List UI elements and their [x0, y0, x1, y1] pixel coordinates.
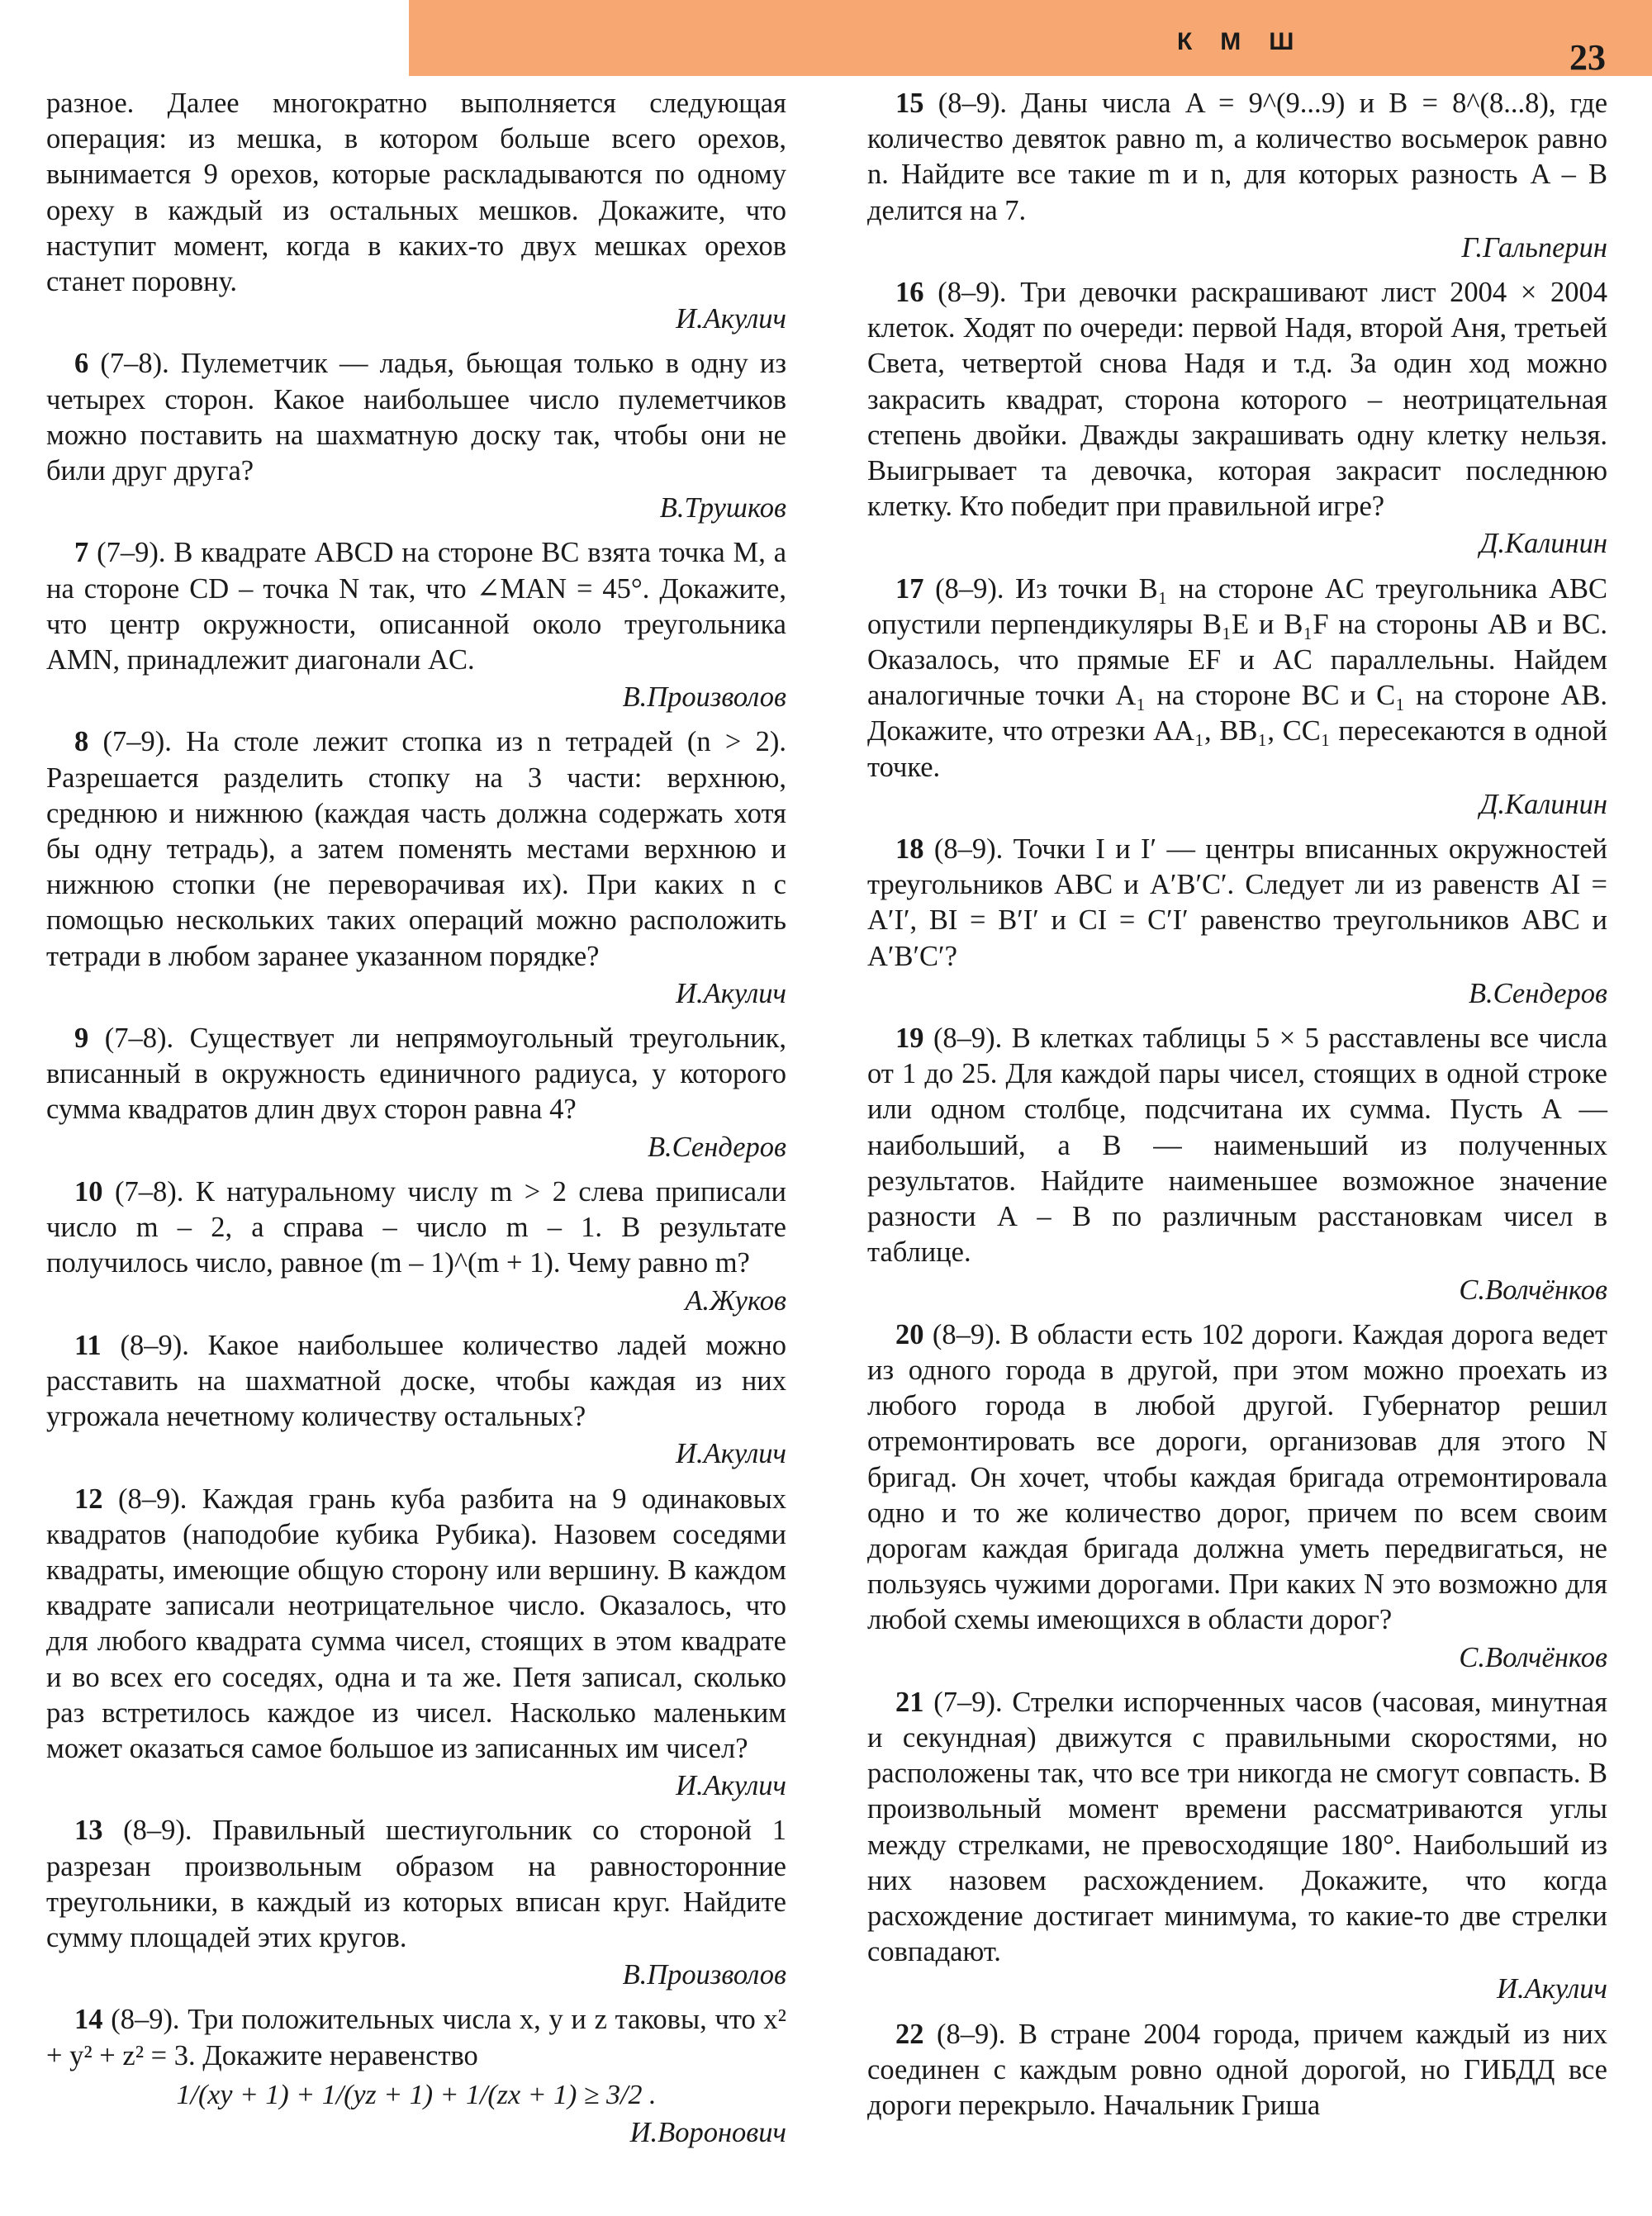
- problem-author: В.Произволов: [622, 1959, 786, 1991]
- problem-text: [46, 1328, 786, 1435]
- problem-author: И.Акулич: [676, 977, 786, 1009]
- problem-statement: (7–9). На столе лежит стопка из n тетрадей (n > 2). Разрешается разделить стопку на 3 части: верхнюю, среднюю и нижнюю (каждая часть должна содержать хотя бы одну тетрадь), а затем поменять местами верхнюю и нижнюю стопки (не переворачивая их). При каких n с помощью нескольких таких операций можно расположить тетради в любом заранее указанном порядке?: [46, 726, 787, 972]
- problem-number: 20: [895, 1318, 924, 1350]
- header-band: [409, 0, 1652, 76]
- problem-statement: (8–9). Три положительных числа x, y и z таковы, что x² + y² + z² = 3. Докажите неравенство: [46, 2004, 786, 2071]
- problem-author: В.Сендеров: [647, 1131, 786, 1163]
- problem-author: И.Воронович: [629, 2116, 786, 2148]
- problem-block: [46, 86, 786, 337]
- problem-statement: (8–9). В клетках таблицы 5 × 5 расставлены все числа от 1 до 25. Для каждой пары чисел, стоящих в одной строке или одном столбце, подсчитана их сумма. Пусть A — наибольший, а B — наименьший из полученных результатов. Найдите наименьшее возможное значение разности A – B по различным расстановкам чисел в таблице.: [867, 1023, 1607, 1269]
- problem-block: [867, 1021, 1607, 1308]
- problem-text: [46, 2002, 786, 2073]
- problem-number: 19: [895, 1023, 924, 1055]
- problem-text: [46, 724, 786, 974]
- problem-author: В.Трушков: [659, 492, 786, 524]
- problem-author: Г.Гальперин: [1461, 231, 1607, 263]
- problem-formula: 1/(xy + 1) + 1/(yz + 1) + 1/(zx + 1) ≥ 3/2 .: [176, 2079, 657, 2110]
- problem-number: 21: [895, 1686, 924, 1718]
- problem-number: 8: [74, 726, 89, 758]
- problem-author: Д.Калинин: [1479, 528, 1607, 560]
- problem-statement: (8–9). Правильный шестиугольник со стороной 1 разрезан произвольным образом на равносторонние треугольники, в каждый из которых вписан круг. Найдите сумму площадей этих кругов.: [46, 1815, 786, 1953]
- problem-text: [867, 2017, 1607, 2124]
- problem-author: С.Волчёнков: [1459, 1274, 1607, 1306]
- problem-number: 7: [74, 537, 89, 569]
- right-column: [867, 86, 1607, 2133]
- problem-text: [867, 832, 1607, 975]
- problem-block: [867, 86, 1607, 266]
- problem-block: [867, 572, 1607, 823]
- problem-author: И.Акулич: [676, 303, 786, 335]
- problem-statement: (8–9). Даны числа A = 9^(9...9) и B = 8^(8...8), где количество девяток равно m, а количество восьмерок равно n. Найдите все такие m и n, для которых разность A – B делится на 7.: [867, 88, 1608, 226]
- problem-number: 11: [74, 1329, 102, 1361]
- problem-block: [46, 724, 786, 1012]
- problem-statement: (7–8). Существует ли непрямоугольный треугольник, вписанный в окружность единичного радиуса, у которого сумма квадратов длин двух сторон равна 4?: [46, 1023, 786, 1126]
- problem-statement: разное. Далее многократно выполняется следующая операция: из мешка, в котором больше всего орехов, вынимается 9 орехов, которые раскладываются по одному ореху в каждый из остальных мешков. Докажите, что наступит момент, когда в каких-то двух мешках орехов станет поровну.: [46, 88, 786, 298]
- problem-text: [867, 86, 1607, 229]
- problem-block: [46, 1174, 786, 1319]
- problem-text: [46, 1482, 786, 1768]
- problem-text: [867, 572, 1607, 785]
- problem-number: 10: [74, 1175, 103, 1208]
- problem-text: [867, 275, 1607, 524]
- problem-number: 15: [895, 88, 924, 119]
- problem-text: [46, 1174, 786, 1282]
- problem-text: [867, 1685, 1607, 1971]
- problem-statement: (8–9). Три девочки раскрашивают лист 2004 × 2004 клеток. Ходят по очереди: первой Надя, второй Аня, третьей Света, четвертой снова Надя и т.д. За один ход можно закрасить квадрат, сторона которого – неотрицательная степень двойки. Дважды закрашивать одну клетку нельзя. Выигрывает та девочка, которая закрасит последнюю клетку. Кто победит при правильной игре?: [867, 277, 1608, 523]
- problem-author: И.Акулич: [676, 1770, 786, 1802]
- problem-author: Д.Калинин: [1479, 788, 1607, 820]
- problem-block: [867, 832, 1607, 1012]
- problem-author: В.Сендеров: [1468, 977, 1607, 1009]
- problem-block: [46, 346, 786, 526]
- problem-statement: (8–9). Какое наибольшее количество ладей можно расставить на шахматной доске, чтобы каждая из них угрожала нечетному количеству остальных?: [46, 1329, 787, 1433]
- problem-block: [46, 1813, 786, 1993]
- problem-text: [867, 1021, 1607, 1270]
- left-column: [46, 86, 786, 2160]
- problem-author: С.Волчёнков: [1459, 1641, 1607, 1673]
- problem-number: 16: [895, 277, 924, 309]
- problem-number: 12: [74, 1483, 103, 1515]
- problem-author: И.Акулич: [676, 1438, 786, 1470]
- problem-author: А.Жуков: [685, 1284, 786, 1317]
- problem-statement: (8–9). Каждая грань куба разбита на 9 одинаковых квадратов (наподобие кубика Рубика). Назовем соседями квадраты, имеющие общую сторону или вершину. В каждом квадрате записали неотрицательное число. Оказалось, что для любого квадрата сумма чисел, стоящих в этом квадрате и во всех его соседях, одна и та же. Петя записал, сколько раз встретилось каждое из чисел. Насколько маленьким может оказаться самое большое из записанных им чисел?: [46, 1483, 787, 1764]
- problem-text: [46, 86, 786, 300]
- problem-block: [46, 535, 786, 715]
- problem-number: 18: [895, 833, 924, 866]
- problem-block: [46, 1328, 786, 1473]
- problem-block: [867, 2017, 1607, 2124]
- problem-statement: (7–8). К натуральному числу m > 2 слева приписали число m – 2, а справа – число m – 1. В результате получилось число, равное (m – 1)^(m + 1). Чему равно m?: [46, 1175, 787, 1279]
- problem-number: 17: [895, 572, 924, 605]
- problem-block: [46, 1482, 786, 1805]
- problem-statement: (8–9). В стране 2004 города, причем каждый из них соединен с каждым ровно одной дорогой, но ГИБДД все дороги перекрыло. Начальник Гриша: [867, 2018, 1607, 2121]
- problem-number: 22: [895, 2018, 924, 2050]
- problem-block: [46, 1021, 786, 1165]
- problem-author: И.Акулич: [1497, 1973, 1607, 2005]
- problem-statement: (8–9). Точки I и I′ — центры вписанных окружностей треугольников ABC и A′B′C′. Следует ли из равенств AI = A′I′, BI = B′I′ и CI = C′I′ равенство треугольников ABC и A′B′C′?: [867, 833, 1608, 972]
- problem-number: 14: [74, 2004, 103, 2036]
- problem-text: [867, 1317, 1607, 1639]
- problem-number: 9: [74, 1023, 89, 1055]
- problem-statement: (8–9). Из точки B₁ на стороне AC треугольника ABC опустили перпендикуляры B₁E и B₁F на стороны AB и BC. Оказалось, что прямые EF и AC параллельны. Найдем аналогичные точки A₁ на стороне BC и C₁ на стороне AB. Докажите, что отрезки AA₁, BB₁, CC₁ пересекаются в одной точке.: [867, 572, 1608, 783]
- problem-block: [867, 1317, 1607, 1676]
- problem-text: [46, 535, 786, 678]
- problem-block: [46, 2002, 786, 2151]
- page-number: 23: [1569, 37, 1606, 78]
- problem-number: 13: [74, 1815, 103, 1847]
- problem-statement: (8–9). В области есть 102 дороги. Каждая дорога ведет из одного города в другой, при этом можно проехать из любого города в любой другой. Губернатор решил отремонтировать все дороги, организовав для этого N бригад. Он хочет, чтобы каждая бригада отремонтировала одно и то же количество дорог, причем по всем своим дорогам каждая бригада должна уметь передвигаться, не пользуясь чужими дорогами. При каких N это возможно для любой схемы имеющихся в области дорог?: [867, 1318, 1608, 1636]
- problem-text: [46, 1021, 786, 1128]
- problem-statement: (7–9). Стрелки испорченных часов (часовая, минутная и секундная) движутся с правильными скоростями, но расположены так, что все три никогда не смогут совпасть. В произвольный момент времени рассматриваются углы между стрелками, не превосходящие 180°. Наибольший из них назовем расхождением. Докажите, что когда расхождение достигает минимума, то какие-то две стрелки совпадают.: [867, 1686, 1607, 1968]
- problem-statement: (7–8). Пулеметчик — ладья, бьющая только в одну из четырех сторон. Какое наибольшее число пулеметчиков можно поставить на шахматную доску так, чтобы они не били друг друга?: [46, 348, 786, 487]
- problem-statement: (7–9). В квадрате ABCD на стороне BC взята точка M, а на стороне CD – точка N так, что ∠MAN = 45°. Докажите, что центр окружности, описанной около треугольника AMN, принадлежит диагонали AC.: [46, 537, 787, 676]
- problem-author: В.Произволов: [622, 681, 786, 714]
- section-title: КМШ: [1177, 28, 1322, 55]
- problem-number: 6: [74, 348, 89, 380]
- problem-text: [46, 1813, 786, 1956]
- problem-block: [867, 275, 1607, 562]
- problem-text: [46, 346, 786, 489]
- problem-block: [867, 1685, 1607, 2008]
